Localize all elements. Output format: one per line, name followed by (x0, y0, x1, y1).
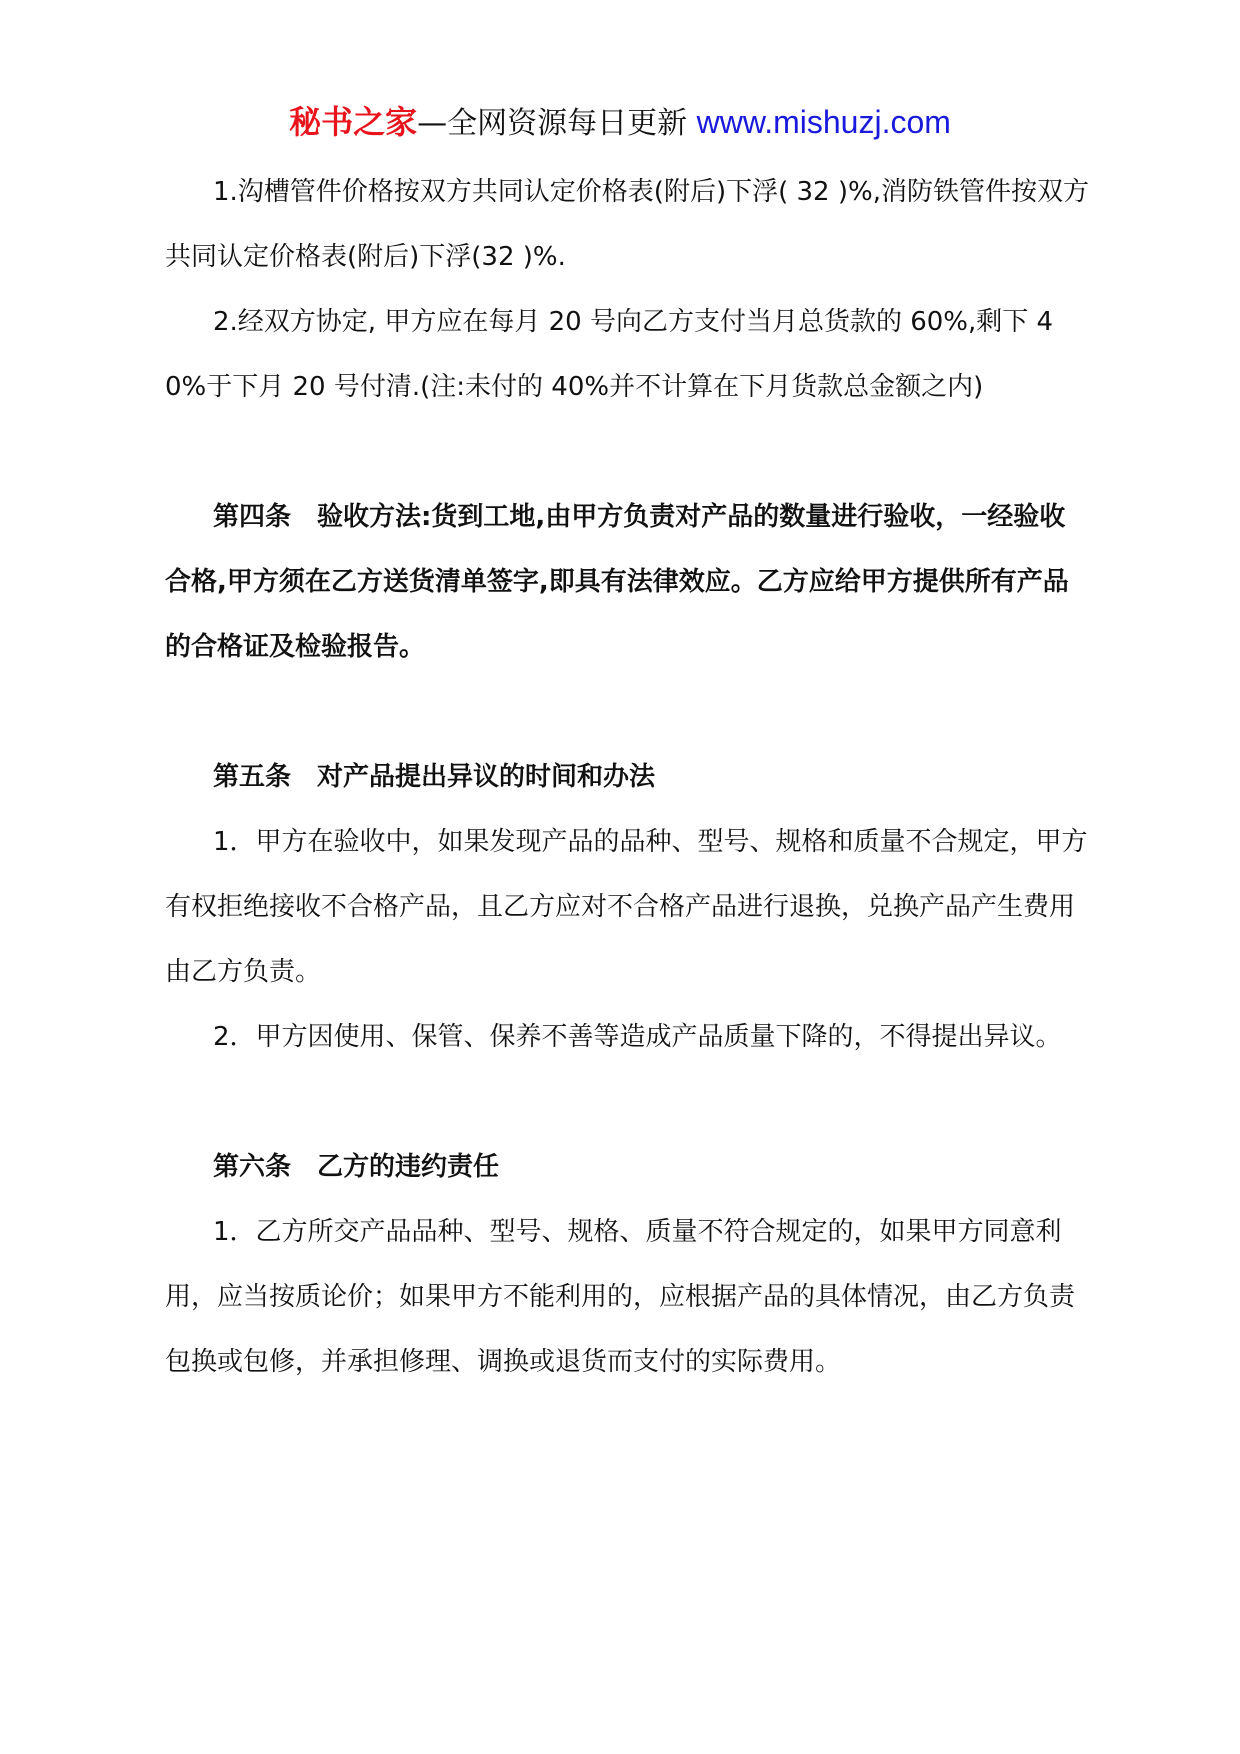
site-header (0, 102, 1240, 144)
document-body (165, 160, 1090, 1395)
article-5-item-1: 1．甲方在验收中，如果发现产品的品种、型号、规格和质量不合规定，甲方有权拒绝接收不合格产品，且乙方应对不合格产品进行退换，兑换产品产生费用由乙方负责。 (165, 827, 1088, 987)
article-5-heading: 第五条 对产品提出异议的时间和办法 (213, 762, 656, 792)
article-6-heading: 第六条 乙方的违约责任 (213, 1152, 500, 1182)
clause-payment-paragraph: 2.经双方协定, 甲方应在每月 20 号向乙方支付当月总货款的 60%,剩下 40%于下月 20 号付清.(注:未付的 40%并不计算在下月货款总金额之内) (165, 307, 1054, 402)
article-5-item-2: 2．甲方因使用、保管、保养不善等造成产品质量下降的，不得提出异议。 (213, 1022, 1062, 1052)
site-url-link[interactable]: www.mishuzj.com (696, 104, 951, 140)
brand-name: 秘书之家 (289, 103, 418, 141)
article-6-item-1: 1．乙方所交产品品种、型号、规格、质量不符合规定的，如果甲方同意利用，应当按质论价；如果甲方不能利用的，应根据产品的具体情况，由乙方负责包换或包修，并承担修理、调换或退货而支付的实际费用。 (165, 1217, 1076, 1377)
article-4-acceptance: 第四条 验收方法:货到工地,由甲方负责对产品的数量进行验收，一经验收合格,甲方须在乙方送货清单签字,即具有法律效应。乙方应给甲方提供所有产品的合格证及检验报告。 (165, 502, 1069, 662)
header-tagline: —全网资源每日更新 (417, 106, 688, 141)
clause-price-paragraph: 1.沟槽管件价格按双方共同认定价格表(附后)下浮( 32 )%,消防铁管件按双方共同认定价格表(附后)下浮(32 )%. (165, 177, 1089, 272)
